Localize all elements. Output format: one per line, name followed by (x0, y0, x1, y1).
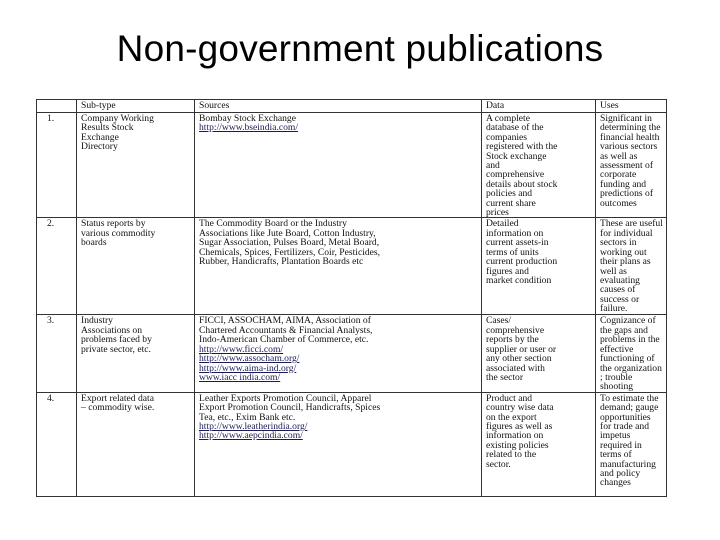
subtype-cell (77, 218, 195, 315)
sources-cell (195, 392, 482, 496)
source-line: Bombay Stock Exchange (199, 113, 296, 124)
data-line: and (486, 160, 500, 172)
subtype-line: Company Working (81, 113, 154, 124)
uses-line: the organization (600, 362, 662, 374)
source-line: Tea, etc., Exim Bank etc. (199, 411, 296, 423)
data-line: current production (486, 256, 558, 268)
data-line: terms of units (486, 246, 539, 258)
data-line: supplier or user or (486, 343, 557, 355)
source-line: FICCI, ASSOCHAM, AIMA, Association of (199, 315, 371, 327)
table-header-row (37, 100, 667, 113)
uses-line: required in (600, 439, 642, 451)
uses-line: corporate (600, 169, 637, 181)
data-line: country wise data (486, 402, 554, 414)
row-number-text: 1. (47, 113, 55, 124)
uses-line: opportunities (600, 411, 651, 423)
subtype-line: Directory (81, 141, 118, 153)
subtype-line: – commodity wise. (81, 402, 155, 414)
data-line: registered with the (486, 141, 558, 153)
uses-line: outcomes (600, 197, 637, 209)
uses-line: and policy (600, 467, 641, 479)
data-line: Detailed (486, 218, 519, 230)
uses-line: failure. (600, 303, 628, 315)
data-line: on the export (486, 411, 537, 423)
uses-line: the gaps and (600, 324, 648, 336)
source-line: The Commodity Board or the Industry (199, 218, 347, 230)
header-data: Data (482, 100, 596, 113)
data-line: Cases/ (486, 315, 512, 327)
subtype-line: boards (81, 237, 107, 249)
source-line: Chartered Accountants & Financial Analysts, (199, 324, 373, 336)
uses-line: manufacturing (600, 458, 656, 470)
source-line: Rubber, Handicrafts, Plantation Boards etc (199, 256, 364, 268)
source-link[interactable]: http://www.assocham.org/ (199, 353, 300, 365)
data-line: market condition (486, 274, 552, 286)
uses-line: terms of (600, 449, 632, 461)
sources-cell (195, 113, 482, 218)
uses-line: Cognizance of (600, 315, 656, 327)
data-line: A complete (486, 113, 530, 124)
data-line: comprehensive (486, 169, 545, 181)
uses-line: evaluating (600, 274, 640, 286)
uses-line: for individual (600, 227, 653, 239)
subtype-cell (77, 315, 195, 392)
uses-line: well as (600, 265, 627, 277)
source-link[interactable]: http://www.ficci.com/ (199, 343, 284, 355)
subtype-line: Results Stock (81, 122, 134, 134)
data-line: any other section (486, 353, 552, 365)
subtype-line: Status reports by (81, 218, 146, 230)
publications-table (36, 99, 667, 497)
data-line: related to the (486, 449, 537, 461)
subtype-line: private sector, etc. (81, 343, 151, 355)
data-line: current share (486, 197, 536, 209)
table-row (37, 218, 667, 315)
row-number (37, 218, 77, 315)
subtype-cell (77, 113, 195, 218)
data-cell (482, 113, 596, 218)
data-line: comprehensive (486, 324, 545, 336)
source-link[interactable]: http://www.aima-ind.org/ (199, 362, 297, 374)
data-line: figures and (486, 265, 529, 277)
source-line: Leather Exports Promotion Council, Apparel (199, 392, 372, 404)
uses-cell (596, 315, 667, 392)
source-line: Indo-American Chamber of Commerce, etc. (199, 334, 369, 346)
row-number-text: 3. (47, 315, 55, 327)
uses-cell (596, 218, 667, 315)
data-line: companies (486, 131, 528, 143)
data-line: associated with (486, 362, 545, 374)
row-number (37, 315, 77, 392)
uses-line: These are useful (600, 218, 663, 230)
data-line: policies and (486, 188, 533, 200)
data-line: information on (486, 430, 544, 442)
source-link[interactable]: http://www.leatherindia.org/ (199, 420, 308, 432)
row-number-text: 4. (47, 392, 55, 404)
subtype-line: problems faced by (81, 334, 152, 346)
subtype-line: various commodity (81, 227, 156, 239)
sources-cell (195, 315, 482, 392)
uses-line: impetus (600, 430, 631, 442)
row-number (37, 113, 77, 218)
data-line: sector. (486, 458, 511, 470)
data-line: database of the (486, 122, 544, 134)
uses-line: their plans as (600, 256, 651, 268)
uses-line: sectors in (600, 237, 637, 249)
data-line: information on (486, 227, 544, 239)
uses-line: determining the (600, 122, 661, 134)
header-subtype: Sub-type (77, 100, 195, 113)
uses-line: ; trouble (600, 371, 633, 383)
uses-line: demand; gauge (600, 402, 659, 414)
uses-line: assessment of (600, 160, 654, 172)
uses-line: effective (600, 343, 634, 355)
uses-line: various sectors (600, 141, 658, 153)
subtype-cell (77, 392, 195, 496)
uses-line: financial health (600, 131, 660, 143)
uses-line: changes (600, 477, 631, 489)
uses-line: causes of (600, 284, 636, 296)
subtype-line: Associations on (81, 324, 143, 336)
source-line: Chemicals, Spices, Fertilizers, Coir, Pesticides, (199, 246, 381, 258)
table-row (37, 113, 667, 218)
data-line: figures as well as (486, 420, 553, 432)
subtype-line: Industry (81, 315, 113, 327)
data-cell (482, 392, 596, 496)
uses-line: success or (600, 293, 640, 305)
uses-line: functioning of (600, 353, 655, 365)
row-number (37, 392, 77, 496)
sources-cell (195, 218, 482, 315)
uses-cell (596, 392, 667, 496)
source-link[interactable]: http://www.aepcindia.com/ (199, 430, 303, 442)
table-row (37, 315, 667, 392)
data-line: reports by the (486, 334, 539, 346)
data-cell (482, 218, 596, 315)
source-line: Associations like Jute Board, Cotton Industry, (199, 227, 376, 239)
data-line: Stock exchange (486, 150, 547, 162)
data-line: details about stock (486, 178, 558, 190)
uses-line: for trade and (600, 420, 650, 432)
uses-line: shooting (600, 381, 634, 393)
subtype-line: Export related data (81, 392, 154, 404)
header-sources: Sources (195, 100, 482, 113)
source-line: Sugar Association, Pulses Board, Metal Board, (199, 237, 380, 249)
data-line: Product and (486, 392, 533, 404)
uses-line: working out (600, 246, 647, 258)
source-link[interactable]: http://www.bseindia.com/ (199, 122, 299, 134)
data-line: the sector (486, 371, 524, 383)
uses-line: problems in the (600, 334, 660, 346)
data-line: existing policies (486, 439, 549, 451)
header-number (37, 100, 77, 113)
slide-title: Non-government publications (116, 28, 604, 69)
source-line: Export Promotion Council, Handicrafts, Spices (199, 402, 381, 414)
uses-line: To estimate the (600, 392, 659, 404)
header-uses: Uses (596, 100, 667, 113)
data-line: prices (486, 207, 509, 218)
table-row (37, 392, 667, 496)
uses-line: funding and (600, 178, 647, 190)
data-line: current assets-in (486, 237, 549, 249)
source-link[interactable]: www.iacc india.com/ (199, 371, 281, 383)
row-number-text: 2. (47, 218, 55, 230)
uses-line: as well as (600, 150, 638, 162)
uses-line: predictions of (600, 188, 654, 200)
data-cell (482, 315, 596, 392)
subtype-line: Exchange (81, 131, 119, 143)
uses-line: Significant in (600, 113, 652, 124)
uses-cell (596, 113, 667, 218)
